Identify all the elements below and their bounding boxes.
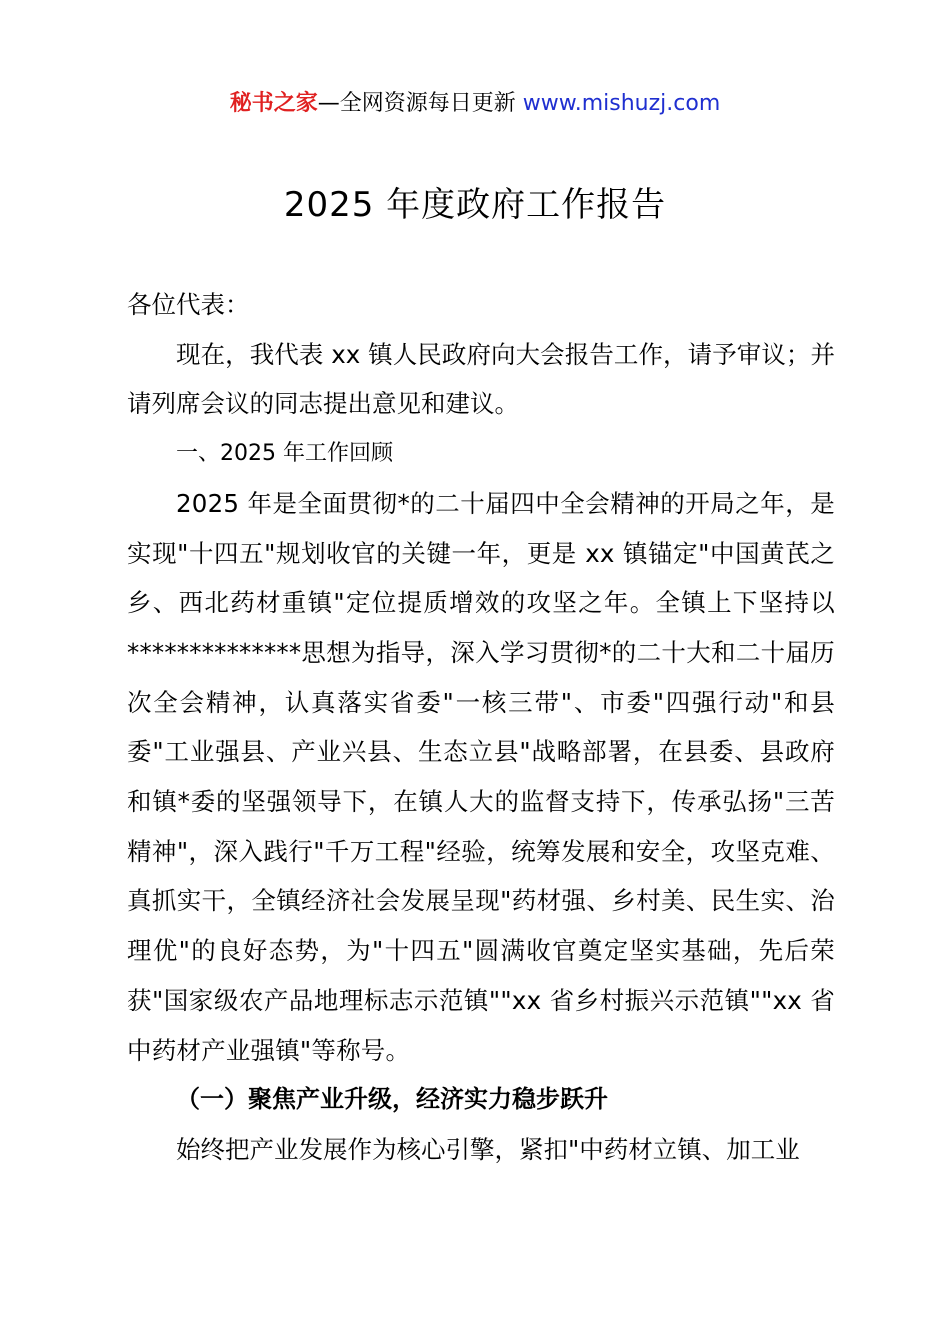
document-body: [127, 280, 835, 1175]
brand-name: 秘书之家: [229, 91, 318, 116]
site-url-link[interactable]: www.mishuzj.com: [522, 91, 721, 116]
opening-paragraph: 现在，我代表 xx 镇人民政府向大会报告工作，请予审议；并请列席会议的同志提出意见和建议。: [127, 339, 835, 419]
site-header: [0, 88, 950, 120]
subsection-heading: （一）聚焦产业升级，经济实力稳步跃升: [176, 1085, 608, 1114]
salutation: 各位代表：: [127, 290, 250, 319]
section-heading: 一、2025 年工作回顾: [176, 441, 393, 467]
industry-paragraph: 始终把产业发展作为核心引擎，紧扣"中药材立镇、加工业: [176, 1134, 800, 1164]
review-paragraph: 2025 年是全面贯彻*的二十届四中全会精神的开局之年，是实现"十四五"规划收官的关键一年，更是 xx 镇锚定"中国黄芪之乡、西北药材重镇"定位提质增效的攻坚之年。全镇上下坚持以**************思想为指导，深入学习贯彻*的二十大和二十届历次全会精神，认真落实省委"一核三带"、市委"四强行动"和县委"工业强县、产业兴县、生态立县"战略部署，在县委、县政府和镇*委的坚强领导下，在镇人大的监督支持下，传承弘扬"三苦精神"，深入践行"千万工程"经验，统筹发展和安全，攻坚克难、真抓实干，全镇经济社会发展呈现"药材强、乡村美、民生实、治理优"的良好态势，为"十四五"圆满收官奠定坚实基础，先后荣获"国家级农产品地理标志示范镇""xx 省乡村振兴示范镇""xx 省中药材产业强镇"等称号。: [127, 488, 835, 1065]
header-tagline: —全网资源每日更新: [317, 91, 523, 116]
document-title: 2025 年度政府工作报告: [283, 185, 667, 225]
